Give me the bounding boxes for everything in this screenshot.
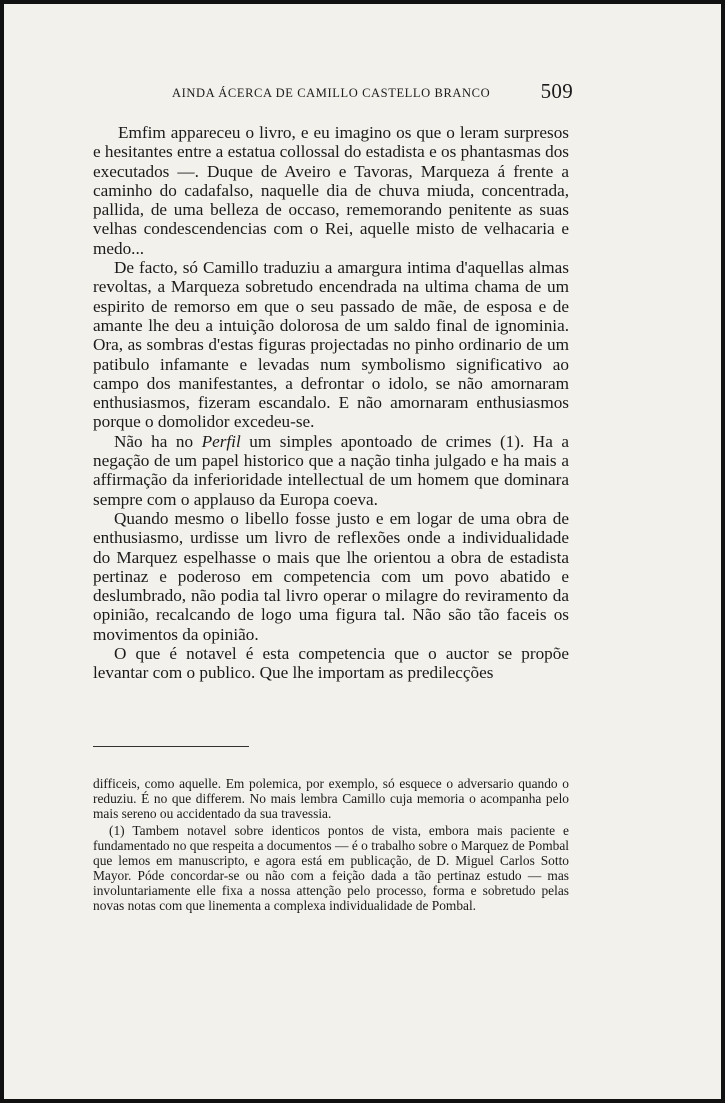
paragraph-4: Quando mesmo o libello fosse justo e em logar de uma obra de enthusiasmo, urdisse um livro de reflexões onde a individualidade do Marquez espelhasse o mais que lhe orientou a obra de estadista pertinaz e poderoso em competencia com um povo abatido e deslumbrado, não podia tal livro operar o milagre do reviramento da opinião, recalcando de logo uma figura tal. Não são tão faceis os movimentos da opinião.: [93, 508, 569, 644]
footnote-1: (1) Tambem notavel sobre identicos pontos de vista, embora mais paciente e fundamentado no que respeita a documentos — é o trabalho sobre o Marquez de Pombal que lemos em manuscripto, e agora está em publicação, de D. Miguel Carlos Sotto Mayor. Póde concordar-se ou não com a feição dada a tão pertinaz estudo — mas involuntariamente elle fixa a nossa attenção pelo processo, forma e sobretudo pelas novas notas com que linementa a complexa individualidade de Pombal.: [93, 823, 569, 913]
page-number: 509: [540, 79, 573, 103]
paragraph-3: [93, 432, 569, 509]
paragraph-2: De facto, só Camillo traduziu a amargura intima d'aquellas almas revoltas, a Marqueza sobretudo encendrada na ultima chama de um espirito de remorso em que o seu passado de mãe, de esposa e de amante lhe deu a intuição dolorosa de um saldo final de ignominia. Ora, as sombras d'estas figuras projectadas no pinho ordinario de um patibulo infamante e levadas num symbolismo significativo ao campo dos manifestantes, a defrontar o idolo, se não amornaram enthusiasmos, fizeram escandalo. E não amornaram enthusiasmos porque o domolidor excedeu-se.: [93, 258, 569, 432]
running-header: AINDA ÁCERCA DE CAMILLO CASTELLO BRANCO: [172, 86, 491, 100]
paragraph-1: Emfim appareceu o livro, e eu imagino os que o leram surpresos e hesitantes entre a estatua collossal do estadista e os phantasmas dos executados —. Duque de Aveiro e Tavoras, Marqueza á frente a caminho do cadafalso, naquelle dia de chuva miuda, concentrada, pallida, de uma belleza de occaso, rememorando penitente as suas velhas condescendencias com o Rei, aquelle misto de velhacaria e medo...: [93, 123, 569, 258]
main-text: [93, 123, 569, 683]
paragraph-3-rest: um simples apontoado de crimes (1). Ha a negação de um papel historico que a nação tinha julgado e ha mais a affirmação da inferioridade intellectual de um homem que dominara sempre com o applauso da Europa coeva.: [93, 431, 569, 509]
paragraph-3-start: Não ha no: [114, 431, 202, 451]
footnotes: [93, 776, 569, 913]
footnote-rule: [93, 746, 249, 747]
footnote-continuation: difficeis, como aquelle. Em polemica, por exemplo, só esquece o adversario quando o reduziu. É no que differem. No mais lembra Camillo cuja memoria o acompanha pelo mais sereno ou accidentado da sua travessia.: [93, 776, 569, 821]
book-title-perfil: Perfil: [201, 431, 241, 451]
paragraph-5: O que é notavel é esta competencia que o auctor se propõe levantar com o publico. Que lhe importam as predilecções: [93, 644, 569, 683]
